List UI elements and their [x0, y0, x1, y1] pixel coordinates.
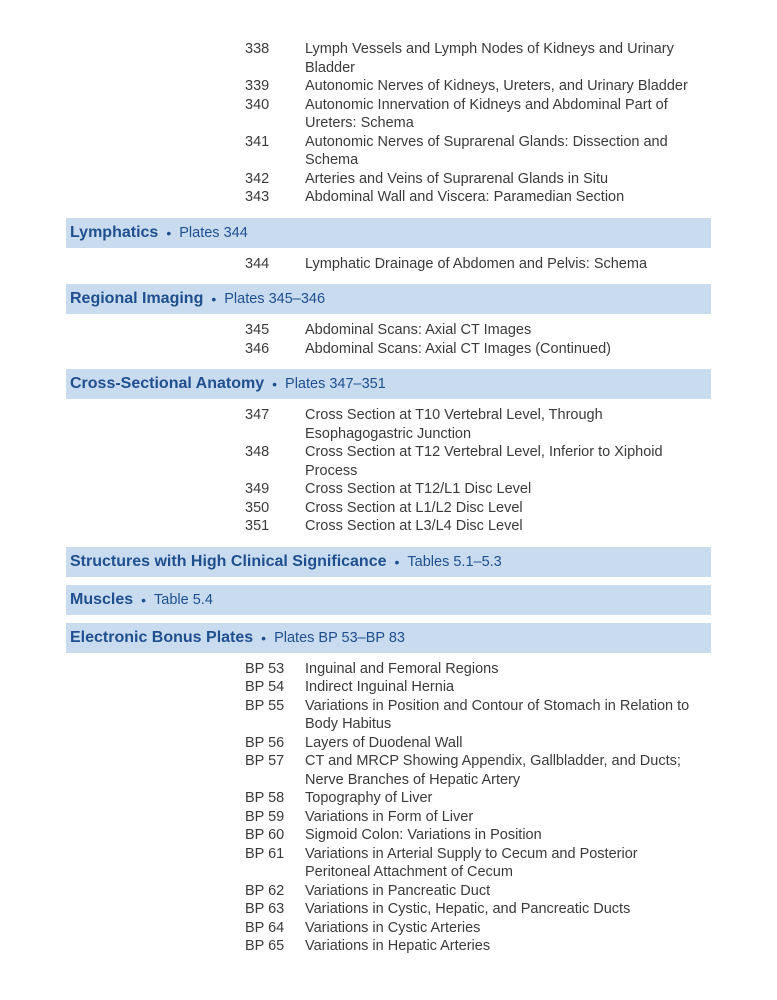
section-title: Structures with High Clinical Significance [70, 552, 387, 570]
separator-dot: • [141, 591, 147, 608]
plate-number: 347 [245, 407, 270, 423]
section-range: Table 5.4 [154, 591, 213, 608]
plate-list [0, 40, 777, 207]
plate-title: CT and MRCP Showing Appendix, Gallbladder, and Ducts; Nerve Branches of Hepatic Artery [305, 753, 681, 788]
plate-entry [0, 517, 777, 536]
plate-title: Lymphatic Drainage of Abdomen and Pelvis: Schema [305, 255, 648, 272]
plate-number: BP 61 [245, 845, 285, 862]
plate-title: Autonomic Innervation of Kidneys and Abdominal Part of Ureters: Schema [305, 96, 668, 131]
section-title: Muscles [70, 590, 134, 608]
plate-entry [0, 96, 777, 133]
plate-number: 349 [245, 481, 270, 497]
plate-number: 344 [245, 255, 270, 272]
spacer [0, 536, 777, 547]
plate-title: Variations in Arterial Supply to Cecum and Posterior Peritoneal Attachment of Cecum [305, 845, 638, 880]
section-range: Plates 347–351 [285, 376, 386, 392]
section-range: Tables 5.1–5.3 [407, 553, 502, 570]
spacer [0, 358, 777, 369]
plate-entry [0, 499, 777, 518]
plate-entry [0, 340, 777, 359]
plate-entry [0, 937, 777, 956]
plate-title: Variations in Cystic Arteries [305, 919, 481, 936]
plate-number: BP 56 [245, 734, 285, 751]
plate-number: 346 [245, 340, 270, 357]
plate-title: Sigmoid Colon: Variations in Position [305, 827, 542, 843]
plate-number: 348 [245, 444, 270, 460]
spacer [0, 273, 777, 284]
plate-title: Cross Section at T10 Vertebral Level, Through Esophagogastric Junction [305, 407, 603, 442]
plate-entry [0, 188, 777, 207]
plate-title: Arteries and Veins of Suprarenal Glands in Situ [305, 170, 609, 187]
plate-number: 339 [245, 78, 270, 94]
plate-number: BP 58 [245, 790, 285, 806]
plate-number: 351 [245, 518, 270, 534]
plate-title: Autonomic Nerves of Suprarenal Glands: Dissection and Schema [305, 133, 668, 168]
plate-title: Abdominal Scans: Axial CT Images [305, 322, 532, 338]
section-header-electronic-bonus-plates [66, 623, 711, 653]
section-title: Electronic Bonus Plates [70, 628, 254, 646]
plate-number: BP 62 [245, 882, 285, 899]
plate-entry [0, 77, 777, 96]
spacer [0, 314, 777, 321]
section-header-regional-imaging [66, 284, 711, 314]
separator-dot: • [261, 629, 267, 646]
plate-title: Variations in Form of Liver [305, 808, 474, 825]
separator-dot: • [166, 224, 172, 241]
plate-list [0, 321, 777, 358]
plate-entry [0, 660, 777, 679]
plate-number: BP 57 [245, 753, 285, 769]
spacer [0, 577, 777, 585]
plate-entry [0, 845, 777, 882]
plate-title: Variations in Position and Contour of Stomach in Relation to Body Habitus [305, 697, 690, 732]
separator-dot: • [272, 376, 278, 392]
plate-entry [0, 882, 777, 901]
plate-title: Cross Section at L1/L2 Disc Level [305, 499, 523, 516]
plate-entry [0, 697, 777, 734]
section-title: Regional Imaging [70, 290, 204, 307]
plate-number: 345 [245, 322, 270, 338]
plate-title: Cross Section at T12/L1 Disc Level [305, 481, 532, 497]
plate-entry [0, 170, 777, 189]
plate-title: Layers of Duodenal Wall [305, 734, 463, 751]
spacer [0, 399, 777, 406]
plate-number: 338 [245, 41, 270, 57]
separator-dot: • [211, 291, 217, 307]
plate-title: Variations in Cystic, Hepatic, and Pancreatic Ducts [305, 901, 631, 917]
section-header-lymphatics [66, 218, 711, 248]
plate-number: BP 64 [245, 919, 285, 936]
plate-entry [0, 826, 777, 845]
plate-entry [0, 40, 777, 77]
plate-entry [0, 919, 777, 938]
plate-number: 341 [245, 133, 270, 150]
plate-number: BP 60 [245, 827, 285, 843]
plate-entry [0, 734, 777, 753]
spacer [0, 615, 777, 623]
plate-number: 342 [245, 170, 270, 187]
plate-title: Indirect Inguinal Hernia [305, 679, 455, 695]
section-range: Plates 345–346 [224, 291, 326, 307]
plate-entry [0, 678, 777, 697]
plate-entry [0, 443, 777, 480]
plate-title: Cross Section at T12 Vertebral Level, Inferior to Xiphoid Process [305, 444, 663, 479]
plate-entry [0, 900, 777, 919]
plate-title: Variations in Pancreatic Duct [305, 882, 491, 899]
spacer [0, 653, 777, 660]
plate-number: BP 63 [245, 901, 285, 917]
section-title: Cross-Sectional Anatomy [70, 375, 265, 392]
section-header-muscles [66, 585, 711, 615]
plate-title: Variations in Hepatic Arteries [305, 938, 491, 954]
plate-title: Abdominal Scans: Axial CT Images (Continued) [305, 340, 611, 357]
plate-list [0, 255, 777, 274]
plate-title: Topography of Liver [305, 790, 433, 806]
section-header-structures-with-high-clinical-significance [66, 547, 711, 577]
section-range: Plates BP 53–BP 83 [274, 629, 405, 646]
spacer [0, 207, 777, 218]
plate-number: BP 55 [245, 697, 285, 714]
plate-title: Cross Section at L3/L4 Disc Level [305, 518, 523, 534]
plate-entry [0, 789, 777, 808]
separator-dot: • [394, 553, 400, 570]
contents-page [0, 40, 777, 956]
plate-number: 343 [245, 189, 270, 205]
plate-entry [0, 321, 777, 340]
section-title: Lymphatics [70, 223, 159, 241]
plate-list [0, 660, 777, 956]
plate-entry [0, 406, 777, 443]
plate-entry [0, 480, 777, 499]
plate-title: Autonomic Nerves of Kidneys, Ureters, and Urinary Bladder [305, 78, 688, 94]
plate-number: BP 53 [245, 660, 285, 677]
plate-entry [0, 808, 777, 827]
plate-number: 350 [245, 499, 270, 516]
section-header-cross-sectional-anatomy [66, 369, 711, 399]
plate-number: BP 65 [245, 938, 285, 954]
plate-number: BP 54 [245, 679, 285, 695]
plate-list [0, 406, 777, 536]
plate-title: Abdominal Wall and Viscera: Paramedian Section [305, 189, 625, 205]
spacer [0, 248, 777, 255]
plate-title: Lymph Vessels and Lymph Nodes of Kidneys and Urinary Bladder [305, 41, 674, 76]
plate-title: Inguinal and Femoral Regions [305, 660, 499, 677]
plate-entry [0, 752, 777, 789]
plate-entry [0, 133, 777, 170]
plate-number: 340 [245, 96, 270, 113]
plate-entry [0, 255, 777, 274]
section-range: Plates 344 [179, 224, 248, 241]
plate-number: BP 59 [245, 808, 285, 825]
